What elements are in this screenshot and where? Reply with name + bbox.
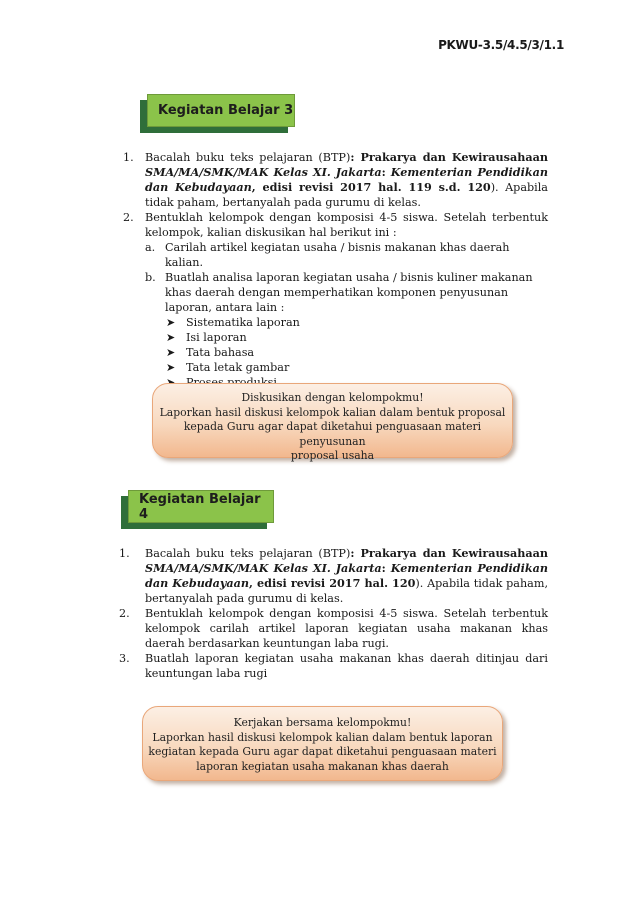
bullet-item: ➤ Isi laporan <box>166 331 247 344</box>
book-pages: , edisi revisi 2017 hal. 120 <box>249 576 416 590</box>
callout-line: kepada Guru agar dapat diketahui penguasaan materi penyusunan <box>183 420 482 448</box>
sub-item-letter: b. <box>145 271 156 284</box>
section-tag-kegiatan-4: Kegiatan Belajar 4 <box>128 490 274 523</box>
arrow-bullet-icon: ➤ <box>166 346 176 359</box>
sub-item-a <box>145 240 548 270</box>
item-text: Bentuklah kelompok dengan komposisi 4-5 siswa. Setelah terbentuk kelompok carilah artikel laporan kegiatan usaha makanan khas daerah berdasarkan keuntungan laba rugi. <box>145 607 548 650</box>
instruction-item-1 <box>119 150 548 210</box>
item-text: Bacalah buku teks pelajaran (BTP) <box>145 151 351 164</box>
sub-item-b <box>145 270 548 315</box>
instruction-callout-4 <box>142 706 503 781</box>
section-tag-kegiatan-3: Kegiatan Belajar 3 <box>147 94 295 127</box>
callout-line: Laporkan hasil diskusi kelompok kalian dalam bentuk proposal <box>159 405 506 419</box>
sub-item-text: Buatlah analisa laporan kegiatan usaha / bisnis kuliner makanan khas daerah dengan memperhatikan komponen penyusunan laporan, antara lain : <box>165 271 533 314</box>
callout-heading: Diskusikan dengan kelompokmu! <box>241 391 424 404</box>
book-title: : Prakarya dan Kewirausahaan <box>350 150 548 164</box>
item-number: 2. <box>119 607 130 620</box>
sub-item-text: Carilah artikel kegiatan usaha / bisnis makanan khas daerah kalian. <box>165 241 510 269</box>
instruction-callout-3 <box>152 383 513 462</box>
separator: : <box>381 561 391 575</box>
document-code: PKWU-3.5/4.5/3/1.1 <box>438 38 564 52</box>
callout-line: kegiatan kepada Guru agar dapat diketahui penguasaan materi <box>148 745 497 758</box>
book-pages: , edisi revisi 2017 hal. 119 s.d. 120 <box>251 180 491 194</box>
item-text: Buatlah laporan kegiatan usaha makanan khas daerah ditinjau dari keuntungan laba rugi <box>145 652 548 680</box>
callout-line: Laporkan hasil diskusi kelompok kalian dalam bentuk laporan <box>152 730 493 744</box>
arrow-bullet-icon: ➤ <box>166 331 176 344</box>
section-3-instructions <box>119 150 548 390</box>
publisher: Kementerian Pendidikan dan Kebudayaan <box>145 561 548 590</box>
item-tail: ). Apabila tidak paham, bertanyalah pada gurumu di kelas. <box>145 181 548 209</box>
item-text: Bentuklah kelompok dengan komposisi 4-5 siswa. Setelah terbentuk kelompok, kalian diskusikan hal berikut ini : <box>145 211 548 239</box>
item-tail: ). Apabila tidak paham, bertanyalah pada gurumu di kelas. <box>145 577 549 605</box>
book-class: SMA/MA/SMK/MAK Kelas XI. Jakarta <box>145 561 382 575</box>
sub-item-letter: a. <box>145 241 156 254</box>
book-class: SMA/MA/SMK/MAK Kelas XI. Jakarta <box>145 165 382 179</box>
item-number: 1. <box>123 151 134 164</box>
book-title: : Prakarya dan Kewirausahaan <box>350 546 548 560</box>
item-number: 2. <box>123 211 134 224</box>
item-text: Bacalah buku teks pelajaran (BTP) <box>145 547 351 560</box>
callout-line: laporan kegiatan usaha makanan khas daerah <box>196 759 449 773</box>
item-number: 3. <box>119 652 130 665</box>
instruction-item-2 <box>119 210 548 240</box>
instruction-item-2 <box>119 606 548 651</box>
bullet-item: ➤ Tata bahasa <box>166 346 255 359</box>
section-4-instructions <box>119 546 548 681</box>
bullet-item: ➤ Tata letak gambar <box>166 361 290 374</box>
publisher: Kementerian Pendidikan dan Kebudayaan <box>145 165 548 194</box>
bullet-item: ➤ Sistematika laporan <box>166 316 300 329</box>
separator: : <box>381 165 391 179</box>
arrow-bullet-icon: ➤ <box>166 316 176 329</box>
callout-line: proposal usaha <box>290 449 375 462</box>
arrow-bullet-icon: ➤ <box>166 361 176 374</box>
item-number: 1. <box>119 547 130 560</box>
callout-heading: Kerjakan bersama kelompokmu! <box>233 716 412 729</box>
instruction-item-3 <box>119 651 548 681</box>
instruction-item-1 <box>119 546 548 606</box>
